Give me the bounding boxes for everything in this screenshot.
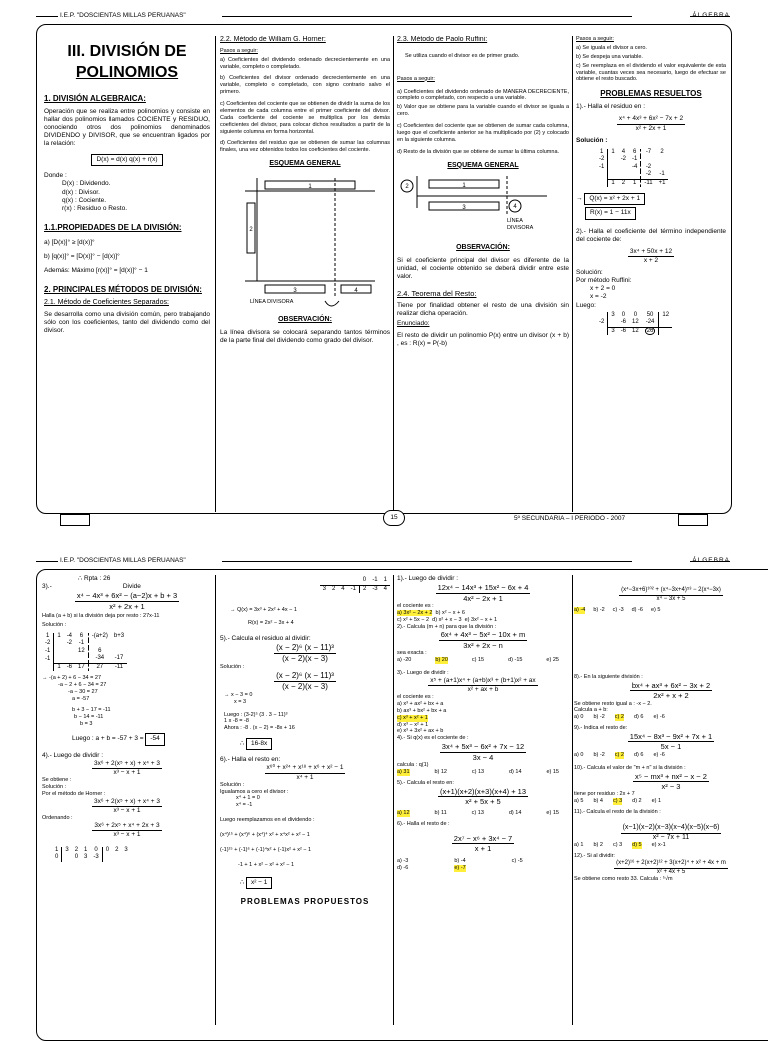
problem-5-statement: 5).- Calcula el residuo al dividir: [220, 634, 311, 642]
svg-text:1: 1 [462, 183, 466, 190]
horner-observation-title: OBSERVACIÓN: [278, 315, 332, 323]
proposed-1-label: el cociente es : [397, 602, 434, 609]
problem-5-fraction-2: $\frac{\text{(x − 2)⁶ (x − 11)³}}{(x - 2)(x - 3)}$ [276, 670, 334, 691]
section-properties: 1.1.PROPIEDADES DE LA DIVISIÓN: [44, 222, 182, 232]
problem-6-statement: 6).- Halla el resto en: [220, 756, 281, 764]
remainder-step-b: b) Se despeja una variable. [576, 53, 643, 60]
school-name-2: I.E.P. "DOSCIENTAS MILLAS PERUANAS" [60, 557, 186, 564]
property-c: Además: Máximo [r(x)]° = [d(x)]° − 1 [44, 267, 148, 275]
definitions-list: D(x) : Dividendo. d(x) : Divisor. q(x) : Cociente. r(x) : Residuo o Resto. [62, 180, 128, 212]
problem-4-obtains: Se obtiene : [42, 776, 72, 783]
proposed-8-ask: Calcula a + b: [574, 707, 608, 714]
horner-title: 2.2. Método de William G. Horner: [220, 36, 326, 43]
proposed-2-fraction: $\frac{\text{6x⁴ + 4x³ − 5x² − 10x + m}}{\text{3x² + 2x − n}}$ [440, 630, 526, 650]
horner-observation-text: La línea divisora se colocará separando tantos términos de la parte final del dividendo como grado del divisor. [220, 328, 390, 344]
proposed-2-label: sea exacta : [397, 650, 427, 657]
section-division: 1. DIVISIÓN ALGEBRAICA: [44, 93, 146, 103]
method-separated: 2.1. Método de Coeficientes Separados: [44, 299, 169, 307]
solution-2-steps: x + 2 = 0 x = -2 [590, 285, 616, 301]
proposed-3-fraction: $\frac{\text{x⁵ + (a+1)x⁴ + (a+b)x³ + (b+1)x² + ax}}{\text{x² + ax + b}}$ [430, 676, 536, 693]
proposed-10-fraction: $\frac{\text{x⁵ − mx³ + nx² − x − 2}}{\text{x² − 3}}$ [635, 771, 707, 791]
page-number: 15 [383, 510, 405, 526]
problem-1-statement: 1).- Halla el residuo en : [576, 103, 646, 111]
proposed-7-options: a) -4 b) -2 c) -3 d) -6 e) 5 [574, 607, 661, 613]
proposed-8-statement: 8).- En la siguiente división : [574, 673, 643, 680]
problem-2-statement: 2).- Halla el coeficiente del término independiente del cociente de: [576, 227, 726, 243]
proposed-9-fraction: $\frac{\text{15x⁴ − 8x³ − 9x² + 7x + 1}}{5x - 1}$ [629, 732, 713, 752]
bottom-col-2: 0 -1 1 3 2 4 -1 2 -3 4 → Q(x) = 3x³ + 2x² + 4x − 1 R(x) = 2x² − 3x + 4 5).- Calcula el residuo al dividir: $\frac{\text{(x − 2)⁶ (x − 11)³}}{(x - 2)(x - 3)}$ Solución : $\frac{\text{(x − 2)⁶ (x − 11)³}}{(x - 2)(x - 3)}$ → x − 3 = 0 x = 3 Luego : (3-2)⁵ (3 . 3 − 11)³ 1 x -8 = -8 Ahora : -8 . (x − 2) = -8x + 16 ∴ 16-8x 6).- Halla el resto en: $\frac{\text{x⁶⁰ + x²⁴ + x¹⁸ + x⁶ + x² − 1}}{\text{x⁴ + 1}}$ Solución : Igualamos a cero el divisor : x⁴ + 1 = 0 x⁴ = -1 Luego reemplazamos en el dividendo : (x⁴)¹⁵ + (x⁴)⁶ + (x⁴)⁴ x² + x⁴x² + x² − 1 (-1)¹⁵ + (-1)⁶ + (-1)⁴x² + (-1)x² + x² − 1 -1 + 1 + x² − x² + x² − 1 ∴ x² − 1 PROBLEMAS PROPUESTOS [220, 575, 390, 1024]
bottom-col-4 [574, 575, 768, 1024]
proposed-10-statement: 10).- Calcula el valor de "m + n" si la división : [574, 764, 686, 771]
proposed-4-statement: 4).- Si q(x) es el cociente de : [397, 735, 469, 742]
replace-3: -1 + 1 + x² − x² + x² − 1 [238, 861, 295, 868]
problem-4-fraction: $\frac{\text{3x⁶ + 2(x⁵ + x) + x⁴ + 3}}{\text{x³ − x + 1}}$ [94, 759, 160, 776]
proposed-2-statement: 2).- Calcula (m + n) para que la división : [397, 623, 497, 630]
top-page [0, 10, 768, 530]
ruffini-title: 2.3. Método de Paolo Ruffini: [397, 36, 488, 43]
remainder-steps-label: Pasos a seguir: [576, 36, 614, 42]
ruffini-schema-title: ESQUEMA GENERAL [447, 161, 519, 169]
top-col-1 [44, 36, 210, 506]
problem-5-solution-label: Solución : [220, 663, 245, 670]
proposed-9-options: a) 0 b) -2 c) 2 d) 6 e) -6 [574, 751, 665, 758]
svg-text:1: 1 [308, 183, 312, 190]
top-col-2 [220, 36, 390, 506]
proposed-6-options: a) -3 b) -4 c) -5 d) -6 e) -7 [397, 857, 523, 871]
problem-6-eqs: x⁴ + 1 = 0 x⁴ = -1 [236, 795, 260, 809]
solved-problems-title: PROBLEMAS RESUELTOS [600, 89, 702, 99]
division-text: Operación que se realiza entre polinomios y consiste en hallar dos polinomios llamados COCIENTE y RESIDUO, conociendo otros dos polinomios denominados DIVIDENDO y DIVISOR, que se encuentran ligados por la relación: [44, 107, 210, 148]
problem-3-number: 3).- [42, 583, 52, 591]
ruffini-observation-text: Si el coeficiente principal del divisor es diferente de la unidad, el cociente obtenido se deberá dividir entre este valor. [397, 256, 569, 280]
horner-schema-diagram [235, 173, 375, 313]
problem-3-final: Luego : a + b = -57 + 3 = [72, 735, 144, 743]
ordering-label: Ordenando : [42, 814, 73, 821]
proposed-6-fraction: $\frac{\text{2x⁷ − x⁶ + 3x⁴ − 7}}{x + 1}$ [453, 834, 513, 854]
property-b: b) [q(x)]° = [D(x)]° − [d(x)]° [44, 253, 120, 261]
horner-step-d: d) Coeficientes del residuo que se obtienen de sumar las columnas finales, una vez obtenidos todos los coeficientes del cociente. [220, 140, 390, 154]
svg-text:2: 2 [249, 226, 253, 233]
enunciado-label: Enunciado: [397, 319, 430, 327]
ruffini-divisor-line-label: LÍNEA DIVISORA [507, 218, 534, 232]
replace-2: (-1)¹⁵ + (-1)⁶ + (-1)⁴x² + (-1)x² + x² − 1 [220, 846, 312, 853]
proposed-9-statement: 9).- Indica el resto de: [574, 725, 628, 732]
ruffini-step-b: b) Valor que se obtiene para la variable cuando el divisor se iguala a cero. [397, 104, 569, 118]
page-header-2 [0, 555, 768, 567]
horner-schema-title: ESQUEMA GENERAL [269, 160, 341, 168]
horner-steps-label: Pasos a seguir: [220, 47, 258, 54]
svg-text:3: 3 [462, 205, 466, 212]
proposed-4-options: a) 31 b) 12 c) 13 d) 14 e) 15 [397, 768, 559, 775]
svg-text:2: 2 [405, 184, 409, 191]
problem-4-quotient: → Q(x) = 3x³ + 2x² + 4x − 1 [230, 607, 297, 613]
proposed-4-fraction: $\frac{\text{3x⁴ + 5x³ − 6x² + 7x − 12}}{3x - 4}$ [441, 742, 525, 762]
proposed-11-fraction: $\frac{(x-1)(x-2)(x-3)(x-4)(x-5)(x-6)}{\text{x² − 7x + 11}}$ [622, 823, 720, 841]
horner-step-a: a) Coeficientes del dividendo ordenado decrecientemente en una variable, completo o completado. [220, 56, 390, 70]
proposed-3-options: a) x³ + ax² + bx + a b) ax³ + bx² + bx + a c) x³ + x² + 1 d) x³ − x² + 1 e) x³ + 3x² + ax + b [397, 700, 447, 735]
school-name: I.E.P. "DOSCIENTAS MILLAS PERUANAS" [60, 12, 186, 19]
problem-2-fraction: $\frac{\text{3x⁴ + 50x + 12}}{x + 2}$ [629, 247, 673, 264]
top-col-3 [397, 36, 569, 506]
proposed-1-fraction: $\frac{\text{12x⁴ − 14x³ + 15x² − 6x + 4}}{\text{4x² − 2x + 1}}$ [437, 583, 529, 603]
proposed-11-options: a) 1 b) 2 c) 3 d) 5 e) x-1 [574, 842, 666, 849]
problem-5-steps: → x − 3 = 0 x = 3 Luego : (3-2)⁵ (3 . 3 − 11)³ 1 x -8 = -8 Ahora : -8 . (x − 2) = -8x + 16 [224, 691, 295, 732]
replace-1: (x⁴)¹⁵ + (x⁴)⁶ + (x⁴)⁴ x² + x⁴x² + x² − 1 [220, 832, 310, 838]
remainder-1: R(x) = 1 − 11x [585, 207, 636, 219]
problem-5-fraction: $\frac{\text{(x − 2)⁶ (x − 11)³}}{(x - 2)(x - 3)}$ [276, 642, 334, 663]
donde-label: Donde : [44, 172, 67, 180]
proposed-7-fraction: $\frac{\text{(x⁴−3x+6)¹⁰² + (x⁴−3x+4)⁵³ − 2(x⁴−3x)}}{\text{x⁴ − 3x + 5}}$ [621, 587, 721, 602]
solution-label: Solución : [576, 136, 608, 144]
proposed-12-condition: Se obtiene como resto 33. Calcula : ⁵√m [574, 876, 673, 883]
proposed-10-options: a) 5 b) 4 c) 3 d) 2 e) 1 [574, 798, 662, 805]
problem-3-answer: -54 [145, 733, 164, 745]
bottom-col-3 [397, 575, 569, 1024]
solution-2-method: Por método Ruffini: [576, 277, 632, 285]
problem-4-remainder: R(x) = 2x² − 3x + 4 [248, 619, 294, 626]
remainder-theorem-title: 2.4. Teorema del Resto: [397, 289, 477, 299]
property-a: a) [D(x)]° ≥ [d(x)]° [44, 238, 95, 246]
separated-text: Se desarrolla como una división común, pero trabajando sólo con los coeficientes, tanto del dividendo como del divisor. [44, 311, 210, 335]
proposed-5-fraction: $\frac{(x+1)(x+2)(x+3)(x+4) + 13}{\text{x² + 5x + 5}}$ [439, 786, 527, 806]
top-col-4: Pasos a seguir: a) Se iguala el divisor a cero. b) Se despeja una variable. c) Se reemplaza en el dividendo el valor equivalente de esta variable, cuantas veces sea necesario, luego de efectuar se obtiene el resto buscado. PROBLEMAS RESUELTOS 1).- Halla el residuo en : $\frac{\text{x⁴ + 4x³ + 6x² − 7x + 2}}{\text{x² + 2x + 1}}$ Solución : 1 1 4 6 -7 2 -2 -2 -1 -1 -4 -2 -2 -1 1 2 1 -11 +1 → Q(x) = x² + 2x + 1 R(x) = 1 − 11x 2).- Halla el coeficiente del término independiente del cociente de: $\frac{\text{3x⁴ + 50x + 12}}{x + 2}$ Solución: Por método Ruffini: x + 2 = 0 x = -2 Luego: 3 0 0 50 12 -2 -6 12 -24 3 -6 12 26 [576, 36, 726, 334]
page-header [0, 10, 768, 22]
proposed-11-statement: 11).- Calcula el resto de la división : [574, 809, 661, 815]
page-footer: 5º SECUNDARIA – I PERIODO - 2007 [514, 515, 626, 522]
problem-6-step: Igualamos a cero el divisor : [220, 788, 289, 795]
horner-step-c: c) Coeficientes del cociente que se obtienen de dividir la suma de los elementos de cada columna entre el primer coeficiente del divisor. Cada coeficiente del cociente se multiplica por los demás coeficientes del divisor, para colocar dichos resultados a partir de la siguiente columna en forma horizontal. [220, 101, 390, 135]
quotient-1: Q(x) = x² + 2x + 1 [584, 193, 645, 205]
problem-3-verb: Divide [122, 583, 141, 591]
proposed-3-statement: 3).- Luego de dividir : [397, 669, 449, 676]
problem-6-answer: x² − 1 [246, 877, 272, 889]
problem-3-question: Halla (a + b) si la división deja por resto : 27x-11 [42, 613, 160, 619]
svg-text:4: 4 [354, 287, 358, 294]
proposed-5-statement: 5).- Calcula el resto en: [397, 779, 454, 786]
proposed-6-statement: 6).- Halla el resto de : [397, 821, 450, 828]
ruffini-observation-title: OBSERVACIÓN: [456, 244, 510, 251]
luego-label: Luego: [576, 301, 596, 309]
divisor-line-label: LÍNEA DIVISORA [250, 298, 294, 305]
proposed-8-condition: Se obtiene resto igual a : -x − 2. [574, 700, 652, 707]
horner-table-4-tail: 0 -1 1 3 2 4 -1 2 -3 4 [320, 577, 390, 593]
ruffini-table-2: 3 0 0 50 12 -2 -6 12 -24 3 -6 12 26 [596, 312, 672, 336]
proposed-problems-title: PROBLEMAS PROPUESTOS [240, 896, 370, 906]
proposed-1-options: a) 3x² − 2x + 2 b) x² − x + 6 c) x² + 5x − 2 d) x² + x − 3 e) 3x² − x + 1 [397, 609, 497, 623]
problem-6-fraction: $\frac{\text{x⁶⁰ + x²⁴ + x¹⁸ + x⁶ + x² − 1}}{\text{x⁴ + 1}}$ [266, 764, 344, 781]
proposed-4-label: calcula : q(1) [397, 761, 429, 768]
bottom-page [0, 555, 768, 1024]
ruffini-intro: Se utiliza cuando el divisor es de primer grado. [405, 52, 520, 59]
horner-table-3: 1 1 -4 6 -(a+2) b+3 -2 -2 -1 -1 12 6 -1 -34 -17 1 -6 17 27 -11 [42, 633, 127, 672]
problem-3-solution-label: Solución : [42, 621, 67, 628]
proposed-12-fraction: $\frac{\text{(x+2)¹⁶ + 2(x+2)¹² + 3(x+2)⁴ + x² + 4x + m}}{\text{x² + 4x + 5}}$ [616, 860, 726, 875]
horner-table-1: 1 1 4 6 -7 2 -2 -2 -1 -1 -4 -2 -2 -1 1 2 1 -11 +1 [596, 149, 668, 188]
answer-26: ∴ Rpta : 26 [78, 575, 111, 582]
horner-step-b: b) Coeficientes del divisor ordenado decrecientemente en una variable, completo o completado, con signo contrario salvo el primero. [220, 75, 390, 96]
remainder-step-a: a) Se iguala el divisor a cero. [576, 44, 647, 51]
ruffini-step-c: c) Coeficientes del cociente que se obtienen de sumar cada columna, luego que el coeficiente anterior se ha multiplicado por (2) y colocado en la siguiente columna. [397, 123, 569, 143]
problem-6-solution-label: Solución : [220, 781, 245, 788]
proposed-10-condition: tiene por residuo : 2x + 7 [574, 791, 635, 798]
problem-1-fraction: $\frac{\text{x⁴ + 4x³ + 6x² − 7x + 2}}{\text{x² + 2x + 1}}$ [618, 115, 684, 132]
svg-text:3: 3 [293, 287, 297, 294]
problem-3-equations: → -(a + 2) + 6 − 34 = 27 -a − 2 + 6 − 34 = 27 -a − 30 = 27 a = -57 b + 3 − 17 = -11 b − 14 = -11 b = 3 [42, 675, 111, 727]
proposed-3-label: el cociente es : [397, 694, 434, 700]
proposed-8-options: a) 0 b) -2 c) 2 d) 6 e) -6 [574, 714, 665, 721]
problem-4-statement: 4).- Luego de dividir : [42, 751, 104, 759]
division-identity: D(x) = d(x) q(x) + r(x) [91, 154, 162, 166]
section-methods: 2. PRINCIPALES MÉTODOS DE DIVISIÓN: [44, 285, 202, 295]
svg-text:4: 4 [513, 204, 517, 211]
bottom-col-1 [42, 575, 212, 1024]
replace-label: Luego reemplazamos en el dividendo : [220, 817, 315, 824]
horner-table-4: 1 3 2 1 0 0 2 3 0 0 3 -3 [52, 847, 131, 862]
proposed-12-statement: 12).- Si al dividir: [574, 853, 615, 860]
proposed-1-statement: 1).- Luego de dividir : [397, 575, 459, 582]
ruffini-step-a: a) Coeficientes del dividendo ordenado de MANERA DECRECIENTE, completo o completado, con respecto a una variable. [397, 88, 569, 102]
problem-3-fraction: $\frac{\text{x⁴ − 4x³ + 6x² − (a−2)x + b + 3}}{\text{x² + 2x + 1}}$ [76, 591, 178, 611]
chapter-title: III. DIVISIÓN DE POLINOMIOS [67, 43, 187, 81]
ruffini-steps-label: Pasos a seguir: [397, 75, 435, 82]
enunciado-text: El resto de dividir un polinomio P(x) entre un divisor (x + b) , es : R(x) = P(-b) [397, 331, 569, 347]
problem-5-answer: 16-8x [246, 738, 272, 750]
proposed-8-fraction: $\frac{\text{bx⁴ + ax³ + 6x² − 3x + 2}}{\text{2x² + x + 2}}$ [631, 680, 711, 701]
problem-4-method: Por el método de Horner : [42, 790, 106, 797]
remainder-theorem-text: Tiene por finalidad obtener el resto de una división sin realizar dicha operación. [397, 301, 569, 317]
proposed-2-options: a) -20 b) 20 c) 15 d) -15 e) 25 [397, 657, 559, 663]
remainder-step-c: c) Se reemplaza en el dividendo el valor equivalente de esta variable, cuantas veces sea necesario, luego de efectuar se obtiene el resto buscado. [576, 62, 726, 83]
ruffini-step-d: d) Resto de la división que se obtiene de sumar la última columna. [397, 148, 560, 155]
problem-4-solution-label: Solución : [42, 783, 67, 790]
proposed-5-options: a) 12 b) 11 c) 13 d) 14 e) 15 [397, 810, 559, 817]
solution-2-label: Solución: [576, 269, 603, 276]
ordered-fraction: $\frac{\text{3x⁶ + 2x⁵ + x⁴ + 2x + 3}}{\text{x³ − x + 1}}$ [94, 821, 160, 838]
problem-4-fraction-2: $\frac{\text{3x⁶ + 2(x⁵ + x) + x⁴ + 3}}{\text{x³ − x + 1}}$ [94, 797, 160, 814]
